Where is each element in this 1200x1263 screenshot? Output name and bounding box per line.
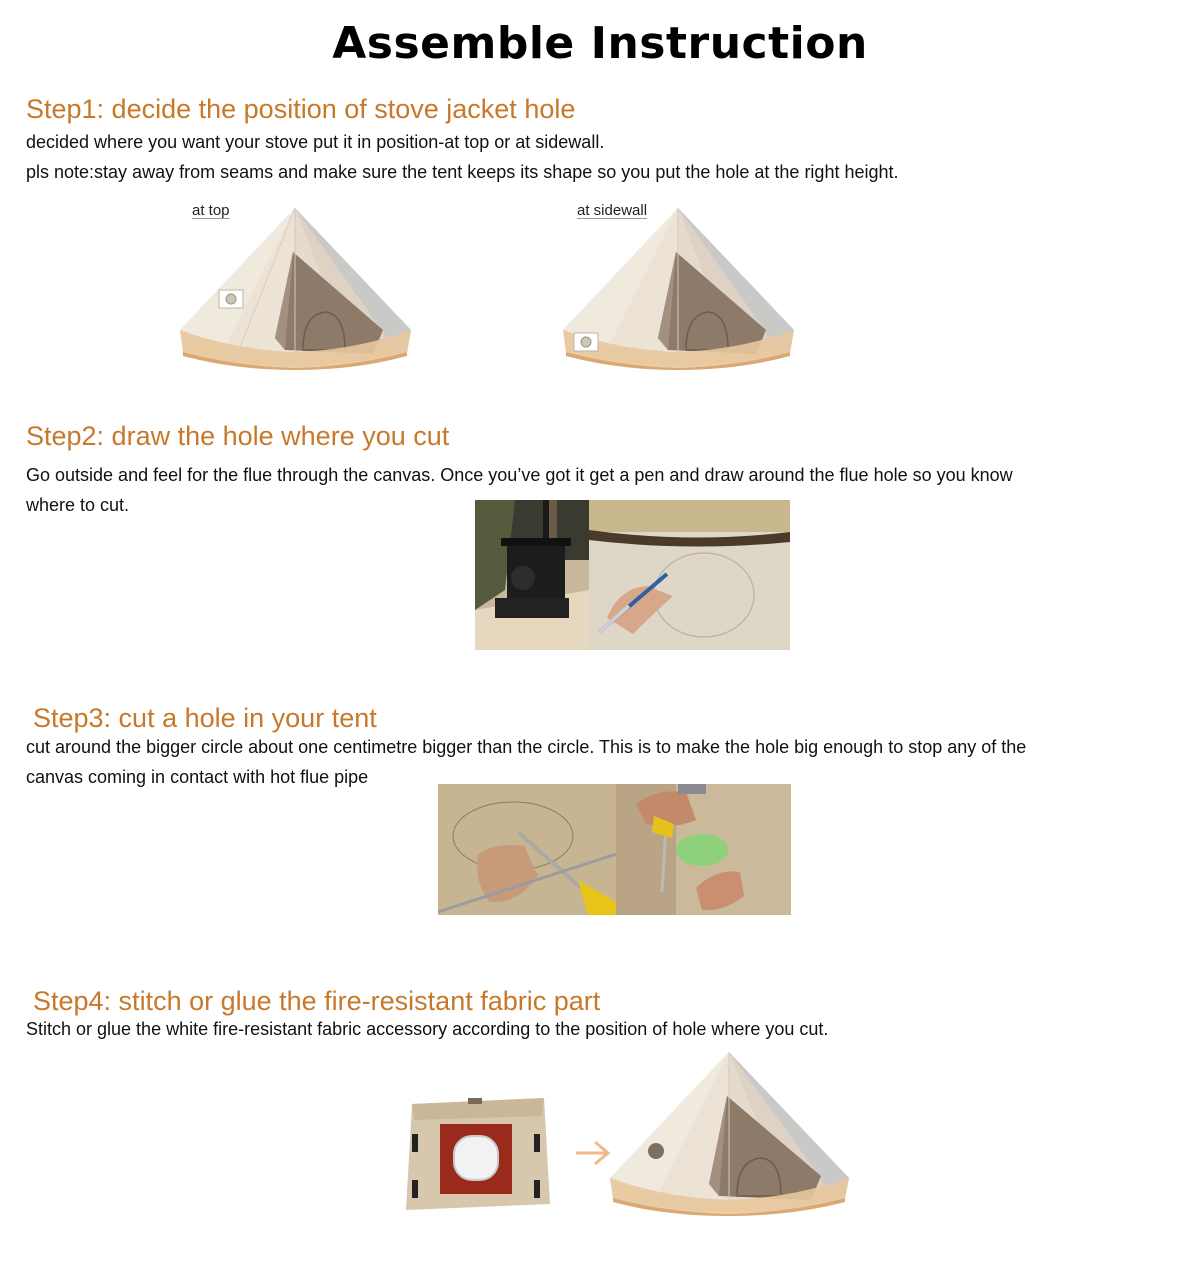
step4-line-1: Stitch or glue the white fire-resistant fabric accessory according to the position of hole where you cut.: [26, 1019, 829, 1039]
tent-with-hole-illustration: [605, 1048, 853, 1216]
step3-photo-cut-right: [616, 784, 791, 915]
step1-line-1: decided where you want your stove put it in position-at top or at sidewall.: [26, 132, 605, 152]
step1-heading: Step1: decide the position of stove jacket hole: [26, 94, 576, 124]
tent-sidewall-hole-illustration: [558, 200, 798, 370]
caption-at-sidewall: at sidewall: [577, 202, 648, 219]
step2-photo-stove: [475, 500, 589, 650]
step3-line-2: canvas coming in contact with hot flue pipe: [26, 767, 369, 787]
step1-line-2: pls note:stay away from seams and make sure the tent keeps its shape so you put the hole at the right height.: [26, 162, 899, 182]
tent-top-hole-illustration: [175, 200, 415, 370]
step2-heading: Step2: draw the hole where you cut: [26, 421, 450, 451]
fire-resistant-patch-photo: [404, 1094, 554, 1214]
step4-heading: Step4: stitch or glue the fire-resistant fabric part: [33, 986, 601, 1016]
page-title: Assemble Instruction: [332, 18, 868, 69]
step3-heading: Step3: cut a hole in your tent: [33, 703, 377, 733]
step2-line-1: Go outside and feel for the flue through the canvas. Once you’ve got it get a pen and draw around the flue hole so you know: [26, 465, 1013, 485]
caption-at-top: at top: [192, 202, 230, 219]
step3-line-1: cut around the bigger circle about one centimetre bigger than the circle. This is to make the hole big enough to stop any of the: [26, 737, 1027, 757]
step2-line-2: where to cut.: [26, 495, 130, 515]
step3-photo-cut-left: [438, 784, 616, 915]
step2-photo-draw-circle: [589, 500, 790, 650]
